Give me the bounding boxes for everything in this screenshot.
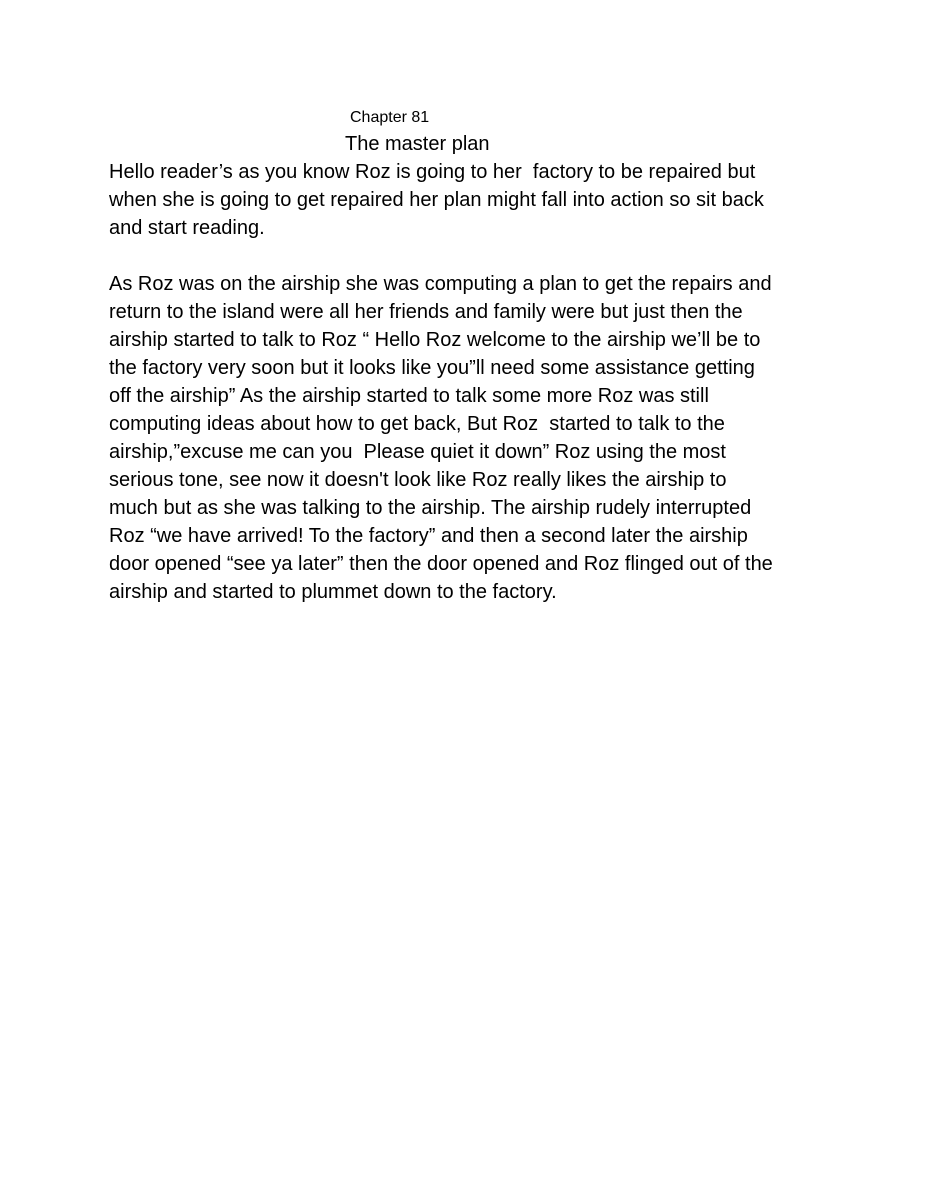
paragraph-line: airship and started to plummet down to the factory.	[109, 581, 557, 603]
paragraph-line: and start reading.	[109, 217, 265, 239]
paragraph-line: Roz “we have arrived! To the factory” and then a second later the airship	[109, 525, 748, 547]
paragraph-spacer	[109, 242, 849, 270]
paragraph-intro	[109, 158, 849, 242]
paragraph-story	[109, 270, 849, 606]
chapter-label: Chapter 81	[350, 109, 430, 126]
paragraph-line: the factory very soon but it looks like you”ll need some assistance getting	[109, 357, 755, 379]
paragraph-line: computing ideas about how to get back, But Roz started to talk to the	[109, 413, 725, 435]
paragraph-line: door opened “see ya later” then the door opened and Roz flinged out of the	[109, 553, 773, 575]
paragraph-line: As Roz was on the airship she was computing a plan to get the repairs and	[109, 273, 772, 295]
paragraph-line: return to the island were all her friends and family were but just then the	[109, 301, 743, 323]
paragraph-line: airship started to talk to Roz “ Hello Roz welcome to the airship we’ll be to	[109, 329, 761, 351]
paragraph-line: Hello reader’s as you know Roz is going to her factory to be repaired but	[109, 161, 756, 183]
paragraph-line: off the airship” As the airship started to talk some more Roz was still	[109, 385, 709, 407]
paragraph-line: serious tone, see now it doesn't look like Roz really likes the airship to	[109, 469, 727, 491]
chapter-title: The master plan	[345, 133, 490, 155]
paragraph-line: much but as she was talking to the airship. The airship rudely interrupted	[109, 497, 752, 519]
paragraph-line: when she is going to get repaired her plan might fall into action so sit back	[109, 189, 764, 211]
paragraph-line: airship,”excuse me can you Please quiet it down” Roz using the most	[109, 441, 726, 463]
chapter-body	[109, 158, 849, 606]
